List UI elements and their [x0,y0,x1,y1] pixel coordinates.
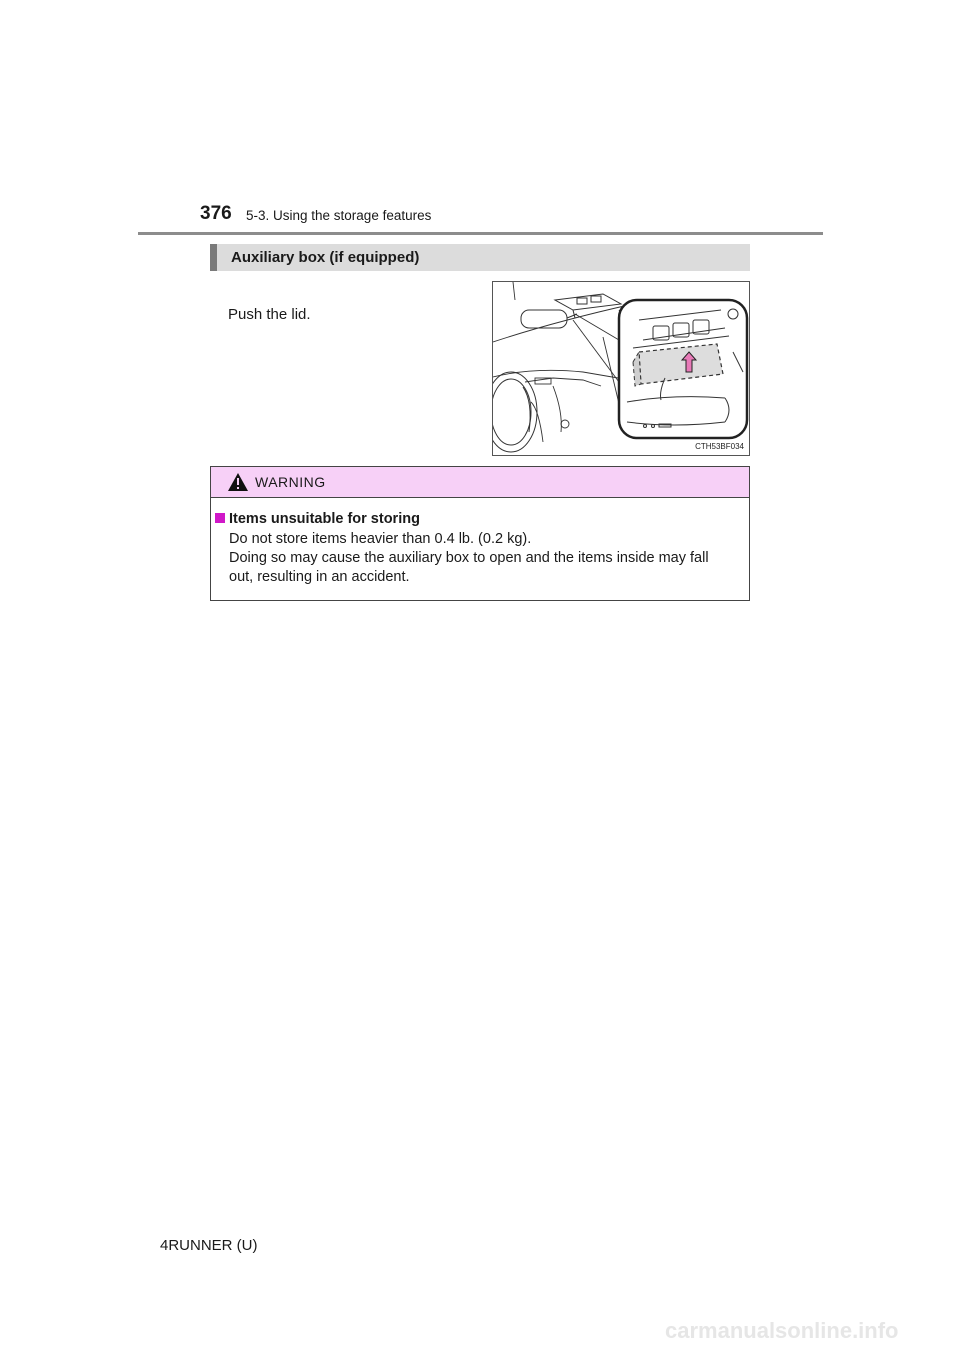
cabin-outline [493,282,633,412]
steering-wheel-icon [493,372,537,452]
warning-body-line: out, resulting in an accident. [229,569,410,585]
dashboard-icon [525,378,601,442]
warning-item-heading-text: Items unsuitable for storing [229,511,420,527]
subsection-header [210,244,750,271]
subsection-title: Auxiliary box (if equipped) [231,249,420,266]
warning-triangle-icon [227,472,249,492]
warning-item-heading [211,511,420,527]
section-title: 5-3. Using the storage features [246,208,432,223]
warning-box [210,466,750,601]
model-footer: 4RUNNER (U) [160,1237,258,1254]
bullet-square-icon [215,513,225,523]
instruction-text: Push the lid. [228,306,311,323]
page-number: 376 [200,203,232,224]
warning-body-line: Doing so may cause the auxiliary box to open and the items inside may fall [229,550,709,566]
header-rule [138,232,823,235]
zoom-callout-icon [619,300,747,438]
auxiliary-box-illustration [492,281,750,456]
watermark: carmanualsonline.info [665,1318,899,1343]
warning-header [211,467,749,498]
figure-code: CTH53BF034 [695,442,744,451]
warning-body-line: Do not store items heavier than 0.4 lb. (0.2 kg). [229,531,532,547]
warning-body [229,530,744,587]
warning-label: WARNING [255,474,326,490]
